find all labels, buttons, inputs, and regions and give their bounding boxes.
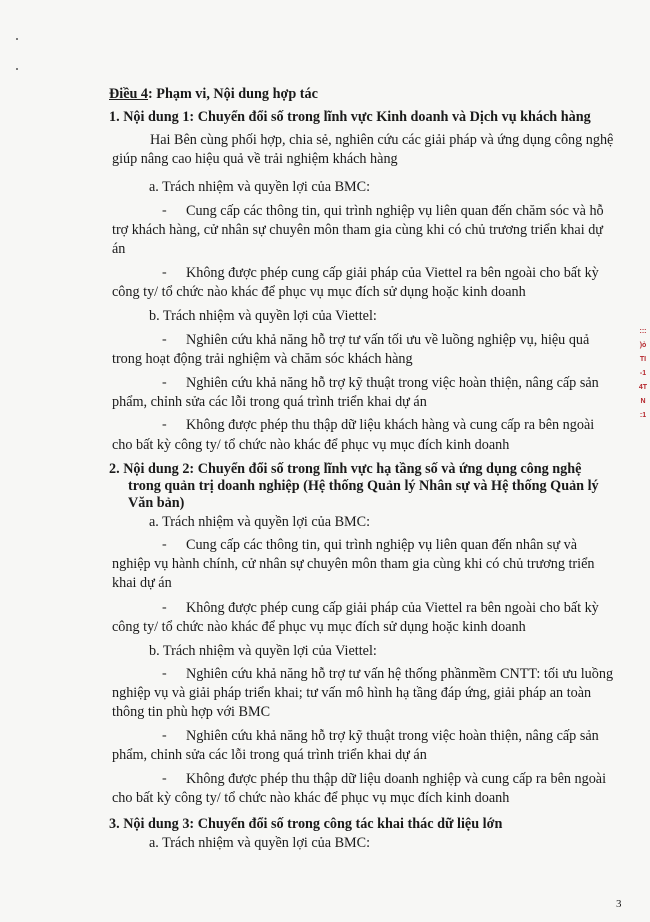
section-2-title-line: trong quản trị doanh nghiệp (Hệ thống Quản lý Nhân sự và Hệ thống Quản lý (128, 478, 599, 494)
paragraph-line: Không được phép cung cấp giải pháp của Viettel ra bên ngoài cho bất kỳ (186, 600, 599, 616)
bullet-dash: - (162, 728, 167, 743)
paragraph-line: Cung cấp các thông tin, qui trình nghiệp vụ liên quan đến nhân sự và (186, 537, 578, 553)
section-2-title-line: 2. Nội dung 2: Chuyển đổi số trong lĩnh vực hạ tầng số và ứng dụng công nghệ (109, 461, 582, 477)
paragraph-line: án (112, 241, 126, 257)
bullet-dash: - (162, 537, 167, 552)
scan-speck (16, 38, 18, 40)
paragraph-line: Không được phép thu thập dữ liệu doanh nghiệp và cung cấp ra bên ngoài (186, 771, 607, 787)
seal-stamp-edge: ::: )ỏ TI -1 4T N :1 (638, 328, 648, 419)
bullet-dash: - (162, 666, 167, 681)
article-number: Điều 4 (109, 86, 149, 102)
section-1-title: 1. Nội dung 1: Chuyển đổi số trong lĩnh vực Kinh doanh và Dịch vụ khách hàng (109, 109, 591, 125)
section-3-title: 3. Nội dung 3: Chuyển đổi số trong công tác khai thác dữ liệu lớn (109, 816, 503, 832)
bullet-dash: - (162, 771, 167, 786)
paragraph-line: công ty/ tổ chức nào khác để phục vụ mục đích sử dụng hoặc kinh doanh (112, 619, 526, 635)
article-title: : Phạm vi, Nội dung hợp tác (148, 86, 318, 102)
section-2-title-line: Văn bản) (128, 495, 185, 511)
article-heading (109, 85, 318, 103)
paragraph-line: cho bất kỳ công ty/ tổ chức nào khác để phục vụ mục đích kinh doanh (112, 437, 510, 453)
section-1-intro-line: giúp nâng cao hiệu quả về trải nghiệm khách hàng (112, 151, 398, 167)
section-1-b-heading: b. Trách nhiệm và quyền lợi của Viettel: (149, 308, 377, 324)
paragraph-line: Nghiên cứu khả năng hỗ trợ kỹ thuật trong việc hoàn thiện, nâng cấp sản (186, 375, 599, 391)
paragraph-line: Không được phép cung cấp giải pháp của Viettel ra bên ngoài cho bất kỳ (186, 265, 599, 281)
section-2-a-heading: a. Trách nhiệm và quyền lợi của BMC: (149, 514, 371, 530)
bullet-dash: - (162, 265, 167, 280)
paragraph-line: Không được phép thu thập dữ liệu khách hàng và cung cấp ra bên ngoài (186, 417, 595, 433)
paragraph-line: Cung cấp các thông tin, qui trình nghiệp vụ liên quan đến chăm sóc và hỗ (186, 203, 604, 219)
scan-speck (16, 68, 18, 70)
paragraph-line: thông tin phù hợp với BMC (112, 704, 271, 720)
paragraph-line: cho bất kỳ công ty/ tổ chức nào khác để phục vụ mục đích kinh doanh (112, 790, 510, 806)
paragraph-line: phẩm, chỉnh sửa các lỗi trong quá trình triển khai dự án (112, 394, 427, 410)
page-number: 3 (616, 898, 622, 910)
bullet-dash: - (162, 332, 167, 347)
bullet-dash: - (162, 203, 167, 218)
paragraph-line: nghiệp vụ hành chính, cử nhân sự chuyên môn tham gia cùng khi có chủ trương triển (112, 556, 595, 572)
paragraph-line: phẩm, chỉnh sửa các lỗi trong quá trình triển khai dự án (112, 747, 427, 763)
section-1-a-heading: a. Trách nhiệm và quyền lợi của BMC: (149, 179, 371, 195)
paragraph-line: khai dự án (112, 575, 172, 591)
section-1-intro-line: Hai Bên cùng phối hợp, chia sẻ, nghiên cứu các giải pháp và ứng dụng công nghệ (150, 132, 614, 148)
bullet-dash: - (162, 375, 167, 390)
section-2-b-heading: b. Trách nhiệm và quyền lợi của Viettel: (149, 643, 377, 659)
paragraph-line: Nghiên cứu khả năng hỗ trợ tư vấn hệ thống phầnmềm CNTT: tối ưu luồng (186, 666, 614, 682)
paragraph-line: Nghiên cứu khả năng hỗ trợ tư vấn tối ưu về luồng nghiệp vụ, hiệu quả (186, 332, 590, 348)
paragraph-line: nghiệp vụ và giải pháp triển khai; tư vấn mô hình hạ tầng đáp ứng, giải pháp an toàn (112, 685, 592, 701)
section-3-a-heading: a. Trách nhiệm và quyền lợi của BMC: (149, 835, 371, 851)
bullet-dash: - (162, 600, 167, 615)
paragraph-line: công ty/ tổ chức nào khác để phục vụ mục đích sử dụng hoặc kinh doanh (112, 284, 526, 300)
paragraph-line: trong hoạt động trải nghiệm và chăm sóc khách hàng (112, 351, 413, 367)
paragraph-line: trợ khách hàng, cử nhân sự chuyên môn tham gia cùng khi có chủ trương triển khai dự (112, 222, 603, 238)
bullet-dash: - (162, 417, 167, 432)
paragraph-line: Nghiên cứu khả năng hỗ trợ kỹ thuật trong việc hoàn thiện, nâng cấp sản (186, 728, 599, 744)
